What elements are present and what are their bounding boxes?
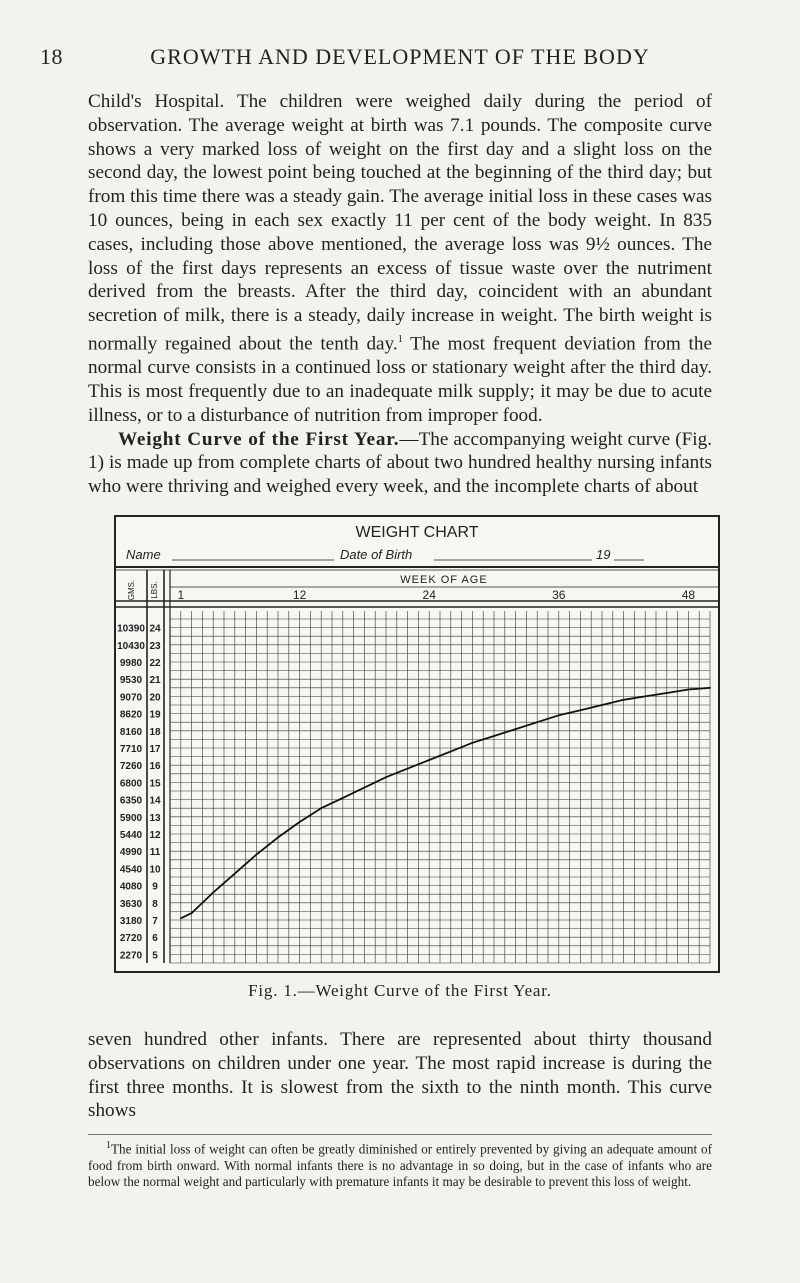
pounds-tick-label: 5: [152, 950, 158, 962]
weight-curve-point: [493, 735, 495, 737]
pounds-tick-label: 7: [152, 916, 158, 927]
pounds-tick-label: 23: [149, 640, 161, 652]
grams-tick-label: 9070: [119, 692, 143, 704]
grams-tick-label: 6800: [119, 778, 143, 790]
weight-curve-point: [256, 854, 258, 856]
grams-tick-label: 7260: [119, 761, 143, 773]
weight-curve-point: [342, 797, 344, 799]
pounds-tick-label: 15: [149, 778, 161, 790]
grams-tick-label: 10390: [117, 623, 145, 635]
pounds-tick-label: 12: [149, 830, 161, 841]
pounds-tick-label: 6: [152, 933, 158, 945]
footnote: [88, 1138, 712, 1191]
weight-curve-point: [709, 687, 711, 689]
weight-curve-point: [472, 742, 474, 744]
weight-curve-point: [666, 692, 668, 694]
grams-tick-label: 6350: [119, 795, 143, 807]
grams-tick-label: 2270: [119, 950, 143, 962]
pounds-tick-label: 17: [149, 744, 161, 755]
page-header: [40, 44, 760, 74]
weight-curve-point: [428, 759, 430, 761]
weight-curve-point: [385, 776, 387, 778]
paragraph-2-text: —The accompanying weight curve (Fig. 1) is made up from complete charts of about two hundred healthy nursing infants who were thriving and weighed every week, and the incomplete charts of about: [88, 428, 712, 498]
footnote-text: The initial loss of weight can often be greatly diminished or entirely prevented by giving an adequate amount of food from birth onward. With normal infants there is no advantage in so doing, but in the case of infants who are below the normal weight and particularly with premature infants it may be desirable to prevent this loss of weight.: [88, 1141, 712, 1190]
week-axis-header: WEEK OF AGE: [400, 574, 488, 586]
weight-curve-point: [515, 728, 517, 730]
footnote-reference: 1: [397, 333, 403, 345]
pounds-tick-label: 24: [149, 623, 161, 635]
weight-curve-point: [580, 709, 582, 711]
weight-curve-point: [191, 912, 193, 914]
grams-tick-label: 2720: [119, 933, 143, 945]
weight-chart-svg: [114, 515, 720, 973]
year-field-prefix: 19: [596, 547, 611, 562]
name-field-label: Name: [126, 547, 161, 562]
paragraph-1: [88, 90, 712, 499]
pounds-tick-label: 19: [149, 709, 161, 721]
weight-curve-point: [364, 787, 366, 789]
pounds-tick-label: 16: [149, 761, 161, 773]
pounds-tick-label: 8: [152, 898, 158, 910]
weight-curve-point: [644, 696, 646, 698]
week-tick-label: 24: [422, 588, 436, 602]
footnote-marker: 1: [106, 1140, 111, 1151]
weight-curve-point: [407, 768, 409, 770]
pounds-tick-label: 11: [149, 847, 161, 859]
grams-tick-label: 8160: [119, 726, 143, 738]
pounds-tick-label: 14: [149, 795, 161, 807]
week-tick-label: 36: [552, 588, 566, 602]
grams-column-header: GMS.: [127, 579, 136, 601]
paragraph-1-text-after: The most frequent deviation from the normal curve consists in a continued loss or stationary weight after the third day. This is most frequently due to an inadequate milk supply; it may be due to acute illness, or to a disturbance of nutrition from improper food.: [88, 333, 712, 426]
pounds-tick-label: 22: [149, 658, 161, 669]
week-tick-label: 12: [292, 588, 307, 602]
weight-curve-point: [558, 714, 560, 716]
weight-curve-point: [601, 704, 603, 706]
running-title: GROWTH AND DEVELOPMENT OF THE BODY: [150, 44, 650, 69]
paragraph-1-text: Child's Hospital. The children were weighed daily during the period of observation. The average weight at birth was 7.1 pounds. The composite curve shows a very marked loss of weight on the first day and a slight loss on the second day, the lowest point being touched at the beginning of the third day; but from this time there was a steady gain. The average initial loss in these cases was 10 ounces, being in each sex exactly 11 per cent of the body weight. In 835 cases, including those above mentioned, the average loss was 9½ ounces. The loss of the first days represents an excess of tissue waste over the nutriment derived from the breasts. After the third day, coincident with an abundant secretion of milk, there is a steady, daily increase in weight. The birth weight is normally regained about the tenth day.: [88, 91, 712, 355]
pounds-tick-label: 10: [149, 864, 161, 876]
grams-tick-label: 9980: [119, 658, 143, 669]
week-tick-label: 1: [177, 588, 185, 602]
figure-caption: Fig. 1.—Weight Curve of the First Year.: [248, 981, 552, 1000]
grams-tick-label: 4080: [119, 881, 143, 893]
weight-curve-point: [450, 751, 452, 753]
page-number: 18: [40, 44, 63, 69]
chart-title: WEIGHT CHART: [355, 524, 479, 541]
footnote-divider: [88, 1134, 712, 1135]
week-tick-label: 48: [681, 588, 696, 602]
weight-curve-point: [212, 892, 214, 894]
paragraph-3: seven hundred other infants. There are represented about thirty thousand observations on children under one year. The most rapid increase is during the first three months. It is slowest from the sixth to the ninth month. This curve shows: [88, 1029, 712, 1122]
weight-curve-point: [180, 917, 182, 919]
pounds-tick-label: 18: [149, 726, 161, 738]
weight-curve-point: [234, 873, 236, 875]
grams-tick-label: 3180: [119, 916, 143, 927]
pounds-column-header: LBS.: [150, 581, 159, 599]
weight-curve-point: [536, 721, 538, 723]
pounds-tick-label: 20: [149, 692, 161, 704]
grams-tick-label: 4990: [119, 847, 143, 859]
section-heading: Weight Curve of the First Year.: [118, 428, 400, 450]
weight-curve-point: [320, 807, 322, 809]
grams-tick-label: 3630: [119, 898, 143, 910]
weight-curve-point: [277, 837, 279, 839]
pounds-tick-label: 21: [149, 675, 161, 687]
weight-curve-point: [688, 689, 690, 691]
weight-curve-point: [623, 699, 625, 701]
pounds-tick-label: 9: [152, 881, 158, 893]
grams-tick-label: 7710: [119, 744, 143, 755]
grams-tick-label: 4540: [119, 864, 143, 876]
grams-tick-label: 9530: [119, 675, 143, 687]
date-field-label: Date of Birth: [340, 547, 413, 562]
grams-tick-label: 10430: [117, 640, 145, 652]
pounds-tick-label: 13: [149, 812, 161, 824]
grams-tick-label: 5440: [119, 830, 143, 841]
grams-tick-label: 8620: [119, 709, 143, 721]
grams-tick-label: 5900: [119, 812, 143, 824]
weight-curve-point: [299, 821, 301, 823]
weight-chart: [114, 515, 720, 973]
